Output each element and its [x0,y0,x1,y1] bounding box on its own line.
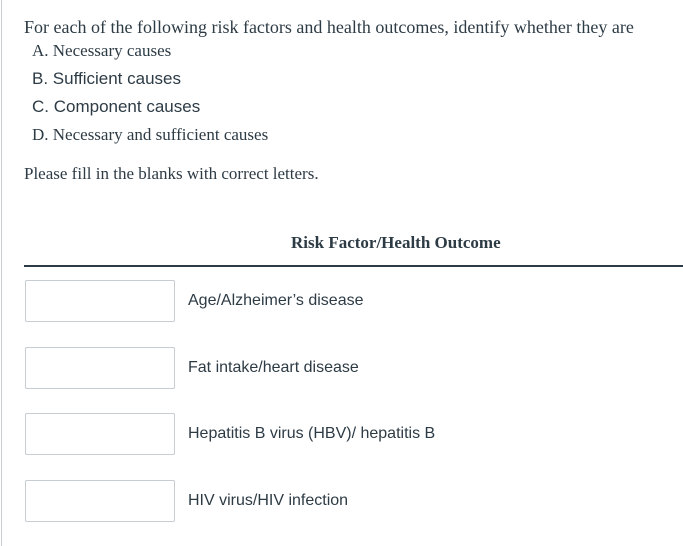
table-row [25,280,665,322]
header-divider [24,265,683,267]
question-instruction: For each of the following risk factors and health outcomes, identify whether they are [24,17,634,37]
option-b: B. Sufficient causes [32,69,181,88]
answer-input-fat-intake-heart-disease[interactable] [25,347,175,389]
answer-input-age-alzheimers[interactable] [25,280,175,322]
option-c: C. Component causes [32,97,201,116]
row-label: Hepatitis B virus (HBV)/ hepatitis B [188,425,436,442]
table-header: Risk Factor/Health Outcome [291,233,501,252]
left-border [1,0,2,546]
table-row [25,413,665,455]
cause-options-list [32,41,268,153]
row-label: HIV virus/HIV infection [188,492,349,509]
answer-input-hiv-infection[interactable] [25,480,175,522]
row-label: Age/Alzheimer’s disease [188,292,364,309]
option-a: A. Necessary causes [32,41,172,60]
table-row [25,480,665,522]
answer-input-hbv-hepatitis-b[interactable] [25,413,175,455]
fill-instruction: Please fill in the blanks with correct letters. [24,164,319,183]
option-d: D. Necessary and sufficient causes [32,125,269,144]
table-row [25,347,665,389]
row-label: Fat intake/heart disease [188,359,359,376]
